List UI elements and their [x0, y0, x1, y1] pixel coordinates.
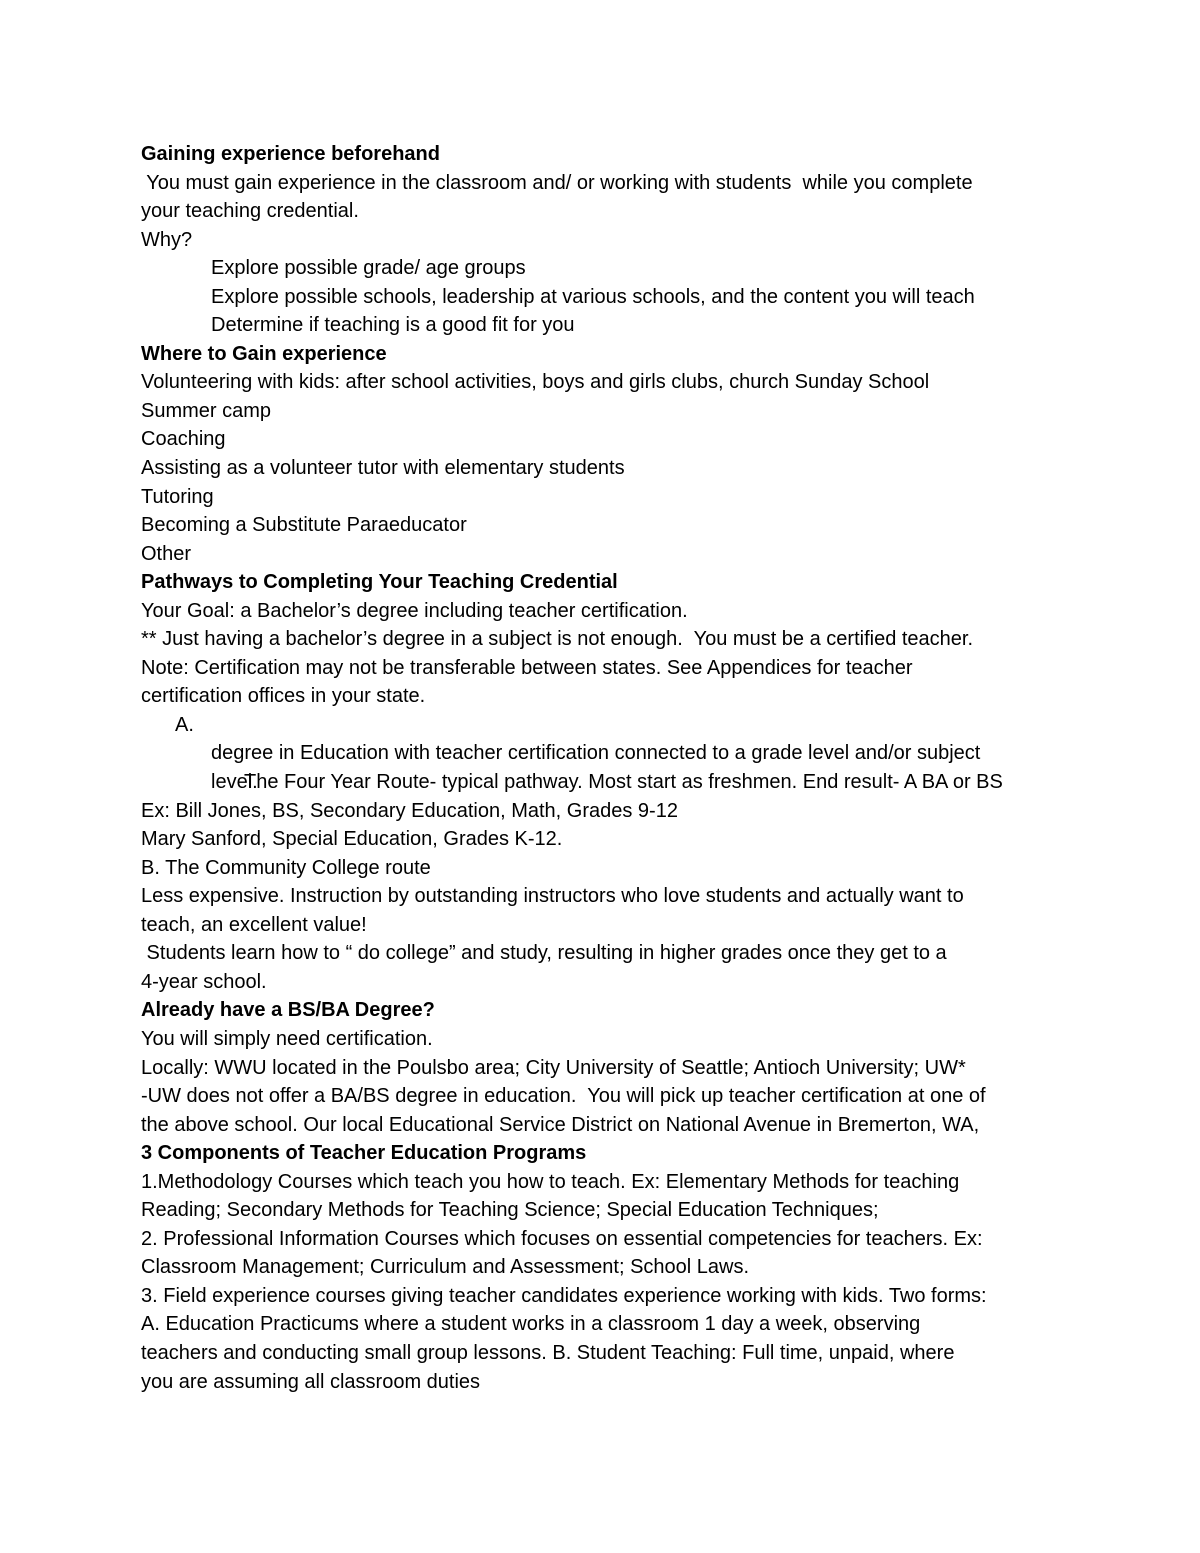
paragraph-line: your teaching credential. — [141, 200, 359, 223]
route-b-label: B. The Community College route — [141, 856, 431, 879]
component-text: A. Education Practicums where a student works in a classroom 1 day a week, observing — [141, 1313, 921, 1336]
note-text: Note: Certification may not be transferable between states. See Appendices for teacher — [141, 656, 913, 679]
experience-item: Tutoring — [141, 485, 214, 508]
component-text: you are assuming all classroom duties — [141, 1370, 481, 1393]
heading-where-to-gain: Where to Gain experience — [141, 342, 387, 365]
component-text: Reading; Secondary Methods for Teaching Science; Special Education Techniques; — [141, 1199, 879, 1222]
example-text: Mary Sanford, Special Education, Grades K-12. — [141, 828, 563, 851]
heading-three-components: 3 Components of Teacher Education Programs — [141, 1142, 587, 1165]
paragraph-line: You will simply need certification. — [141, 1027, 433, 1050]
component-text: 2. Professional Information Courses which focuses on essential competencies for teachers. Ex: — [141, 1227, 983, 1250]
why-label: Why? — [141, 228, 193, 251]
note-text: certification offices in your state. — [141, 685, 426, 708]
goal-text: Your Goal: a Bachelor’s degree including teacher certification. — [141, 599, 688, 622]
example-text: Ex: Bill Jones, BS, Secondary Education, Math, Grades 9-12 — [141, 799, 678, 822]
heading-gaining-experience: Gaining experience beforehand — [141, 143, 440, 165]
community-college-text: Students learn how to “ do college” and study, resulting in higher grades once they get to a — [141, 942, 947, 965]
experience-item: Becoming a Substitute Paraeducator — [141, 514, 467, 537]
component-text: Classroom Management; Curriculum and Assessment; School Laws. — [141, 1256, 750, 1279]
experience-item: Summer camp — [141, 399, 272, 422]
heading-pathways: Pathways to Completing Your Teaching Credential — [141, 571, 618, 594]
warning-text: ** Just having a bachelor’s degree in a subject is not enough. You must be a certified teacher. — [141, 628, 974, 651]
community-college-text: 4-year school. — [141, 970, 267, 993]
route-a-text: level. — [211, 771, 258, 794]
community-college-text: teach, an excellent value! — [141, 913, 367, 936]
community-college-text: Less expensive. Instruction by outstanding instructors who love students and actually want to — [141, 885, 964, 908]
experience-item: Other — [141, 542, 192, 565]
route-a-text: The Four Year Route- typical pathway. Most start as freshmen. End result- A BA or BS — [243, 771, 1003, 794]
document-body — [141, 140, 1071, 1396]
route-a-text: degree in Education with teacher certification connected to a grade level and/or subject — [211, 742, 981, 765]
paragraph-line: the above school. Our local Educational Service District on National Avenue in Bremerton, WA, — [141, 1113, 980, 1136]
component-text: 1.Methodology Courses which teach you how to teach. Ex: Elementary Methods for teaching — [141, 1170, 960, 1193]
paragraph-line: -UW does not offer a BA/BS degree in education. You will pick up teacher certification at one of — [141, 1085, 986, 1108]
experience-item: Assisting as a volunteer tutor with elementary students — [141, 457, 625, 480]
reason-item: Determine if teaching is a good fit for you — [211, 314, 575, 337]
paragraph-line: Locally: WWU located in the Poulsbo area; City University of Seattle; Antioch University; UW* — [141, 1056, 966, 1079]
paragraph-line: You must gain experience in the classroom and/ or working with students while you complete — [141, 171, 973, 194]
list-marker: A. — [175, 713, 194, 736]
component-text: 3. Field experience courses giving teacher candidates experience working with kids. Two forms: — [141, 1284, 987, 1307]
experience-item: Volunteering with kids: after school activities, boys and girls clubs, church Sunday School — [141, 371, 930, 394]
reason-item: Explore possible grade/ age groups — [211, 257, 526, 280]
heading-already-have-degree: Already have a BS/BA Degree? — [141, 999, 435, 1022]
component-text: teachers and conducting small group lessons. B. Student Teaching: Full time, unpaid, where — [141, 1341, 955, 1364]
reason-item: Explore possible schools, leadership at various schools, and the content you will teach — [211, 285, 975, 308]
experience-item: Coaching — [141, 428, 226, 451]
